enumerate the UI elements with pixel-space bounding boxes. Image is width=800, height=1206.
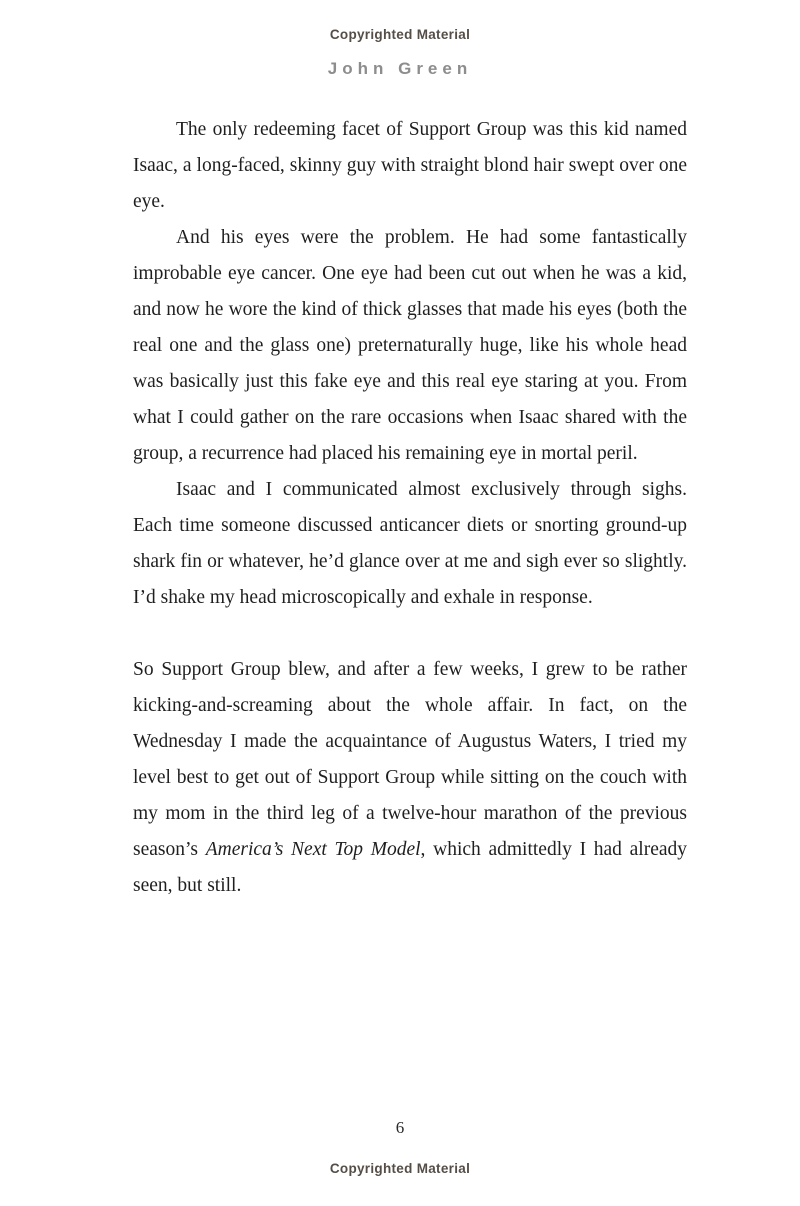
page-number: 6 [395, 1118, 405, 1137]
paragraph-4 [133, 652, 687, 904]
book-title-italic: America’s Next Top Model [205, 839, 421, 860]
body-text [133, 112, 687, 904]
paragraph-3: Isaac and I communicated almost exclusively through sighs. Each time someone discussed anticancer diets or snorting ground-up shark fin or whatever, he’d glance over at me and sigh ever so slightly. I’d shake my head microscopically and exhale in response. [133, 479, 687, 608]
paragraph-4-text-pre: So Support Group blew, and after a few weeks, I grew to be rather kicking-and-screaming about the whole affair. In fact, on the Wednesday I made the acquaintance of Augustus Waters, I tried my level best to get out of Support Group while sitting on the couch with my mom in the third leg of a twelve-hour marathon of the previous season’s [133, 659, 687, 860]
copyright-notice-top: Copyrighted Material [329, 27, 471, 42]
copyright-notice-bottom: Copyrighted Material [329, 1161, 471, 1176]
paragraph-2: And his eyes were the problem. He had some fantastically improbable eye cancer. One eye had been cut out when he was a kid, and now he wore the kind of thick glasses that made his eyes (both the real one and the glass one) preternaturally huge, like his whole head was basically just this fake eye and this real eye staring at you. From what I could gather on the rare occasions when Isaac shared with the group, a recurrence had placed his remaining eye in mortal peril. [133, 227, 687, 464]
paragraph-1: The only redeeming facet of Support Group was this kid named Isaac, a long-faced, skinny guy with straight blond hair swept over one eye. [133, 119, 687, 212]
paragraph-4-text-post: , which admittedly I had already seen, but still. [133, 839, 687, 896]
author-running-header: John Green [327, 59, 473, 78]
